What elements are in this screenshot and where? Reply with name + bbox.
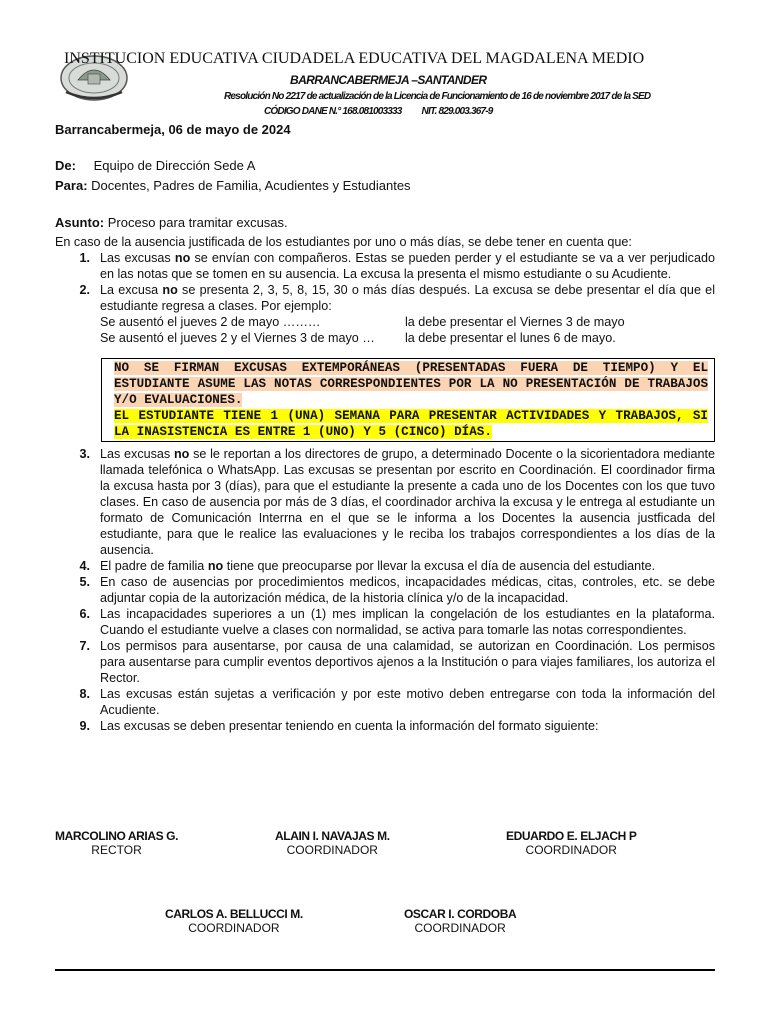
notice-one-week: EL ESTUDIANTE TIENE 1 (UNA) SEMANA PARA PRESENTAR ACTIVIDADES Y TRABAJOS, SI LA INASISTENCIA ES ENTRE 1 (UNO) Y 5 (CINCO) DÍAS. (114, 409, 708, 439)
list-text: Las excusas no se le reportan a los directores de grupo, a determinado Docente o la sicorientadora mediante llamada telefónica o WhatsApp. Las excusas se presentan por escrito en Coordinación. El coordinador firma la excusa hasta por 3 (días), para que el estudiante la presente a cada uno de los Docentes con los que tuvo clases. En caso de ausencia por más de 3 días, el coordinador archiva la excusa y le entrega al estudiante un formato de Comunicación Interrna en el que se le informa a los Docentes la ausencia justficada del estudiante, para que le realice las evaluaciones y le reciba los trabajos correspondientes a los días de la ausencia. (100, 447, 715, 557)
dane-code: CÓDIGO DANE N.° 168.081003333 (264, 106, 402, 117)
list-text: Las excusas no se envían con compañeros. Estas se pueden perder y el estudiante se va a ver perjudicado en las notas que se tomen en su ausencia. La excusa la presenta el mismo estudiante o su Acudiente. (100, 251, 715, 281)
list-number: 9. (79, 719, 90, 733)
list-number: 5. (79, 575, 90, 589)
from-value: Equipo de Dirección Sede A (93, 158, 256, 173)
letter-body (55, 234, 715, 734)
intro-text: En caso de la ausencia justificada de los estudiantes por uno o más días, se debe tener en cuenta que: (55, 235, 632, 249)
rules-list-continued (55, 446, 715, 734)
signature-coordinator-navajas: ALAIN I. NAVAJAS M. COORDINADOR (275, 829, 390, 857)
dane-line (264, 106, 493, 117)
list-text: La excusa no se presenta 2, 3, 5, 8, 15, 30 o más días después. La excusa se debe presentar el día que el estudiante regresa a clases. Por ejemplo: Se ausentó el jueves 2 de mayo ……… la debe presentar el Viernes 3 de mayo Se ausentó el jueves 2 y el Viernes 3 de mayo … la debe presentar el lunes 6 de mayo. (100, 283, 715, 345)
subject-line (55, 215, 288, 230)
list-text: Las excusas están sujetas a verificación y por este motivo deben entregarse con toda la información del Acudiente. (100, 687, 715, 717)
bottom-divider (55, 969, 715, 971)
list-text: Los permisos para ausentarse, por causa de una calamidad, se autorizan en Coordinación. Los permisos para ausentarse para cumplir eventos deportivos ajenos a la Institución o para viajes familiares, los autoriza el Rector. (100, 639, 715, 685)
list-number: 1. (79, 251, 90, 265)
signature-coordinator-eljach: EDUARDO E. ELJACH P COORDINADOR (506, 829, 637, 857)
list-text: Las incapacidades superiores a un (1) mes implican la congelación de los estudiantes en la plataforma. Cuando el estudiante vuelve a clases con normalidad, se activa para tomarle las notas correspondientes. (100, 607, 715, 637)
list-item (55, 718, 715, 734)
list-number: 3. (79, 447, 90, 461)
list-item (55, 558, 715, 574)
list-item (55, 606, 715, 638)
to-value: Docentes, Padres de Familia, Acudientes y Estudiantes (91, 178, 411, 193)
to-line (55, 178, 411, 193)
list-number: 6. (79, 607, 90, 621)
list-number: 4. (79, 559, 90, 573)
notice-box (101, 358, 715, 442)
resolution-line: Resolución No 2217 de actualización de la Licencia de Funcionamiento de 16 de noviembre 2017 de la SED (224, 91, 651, 102)
list-text: El padre de familia no tiene que preocuparse por llevar la excusa el día de ausencia del estudiante. (100, 559, 656, 573)
example-row: Se ausentó el jueves 2 y el Viernes 3 de mayo … la debe presentar el lunes 6 de mayo. (100, 331, 616, 345)
list-number: 2. (79, 283, 90, 297)
to-label: Para: (55, 178, 88, 193)
rules-list (55, 250, 715, 346)
signature-coordinator-bellucci: CARLOS A. BELLUCCI M. COORDINADOR (165, 907, 303, 935)
list-item (55, 250, 715, 282)
from-label: De: (55, 158, 76, 173)
subject-value: Proceso para tramitar excusas. (107, 215, 288, 230)
from-line (55, 158, 255, 173)
signature-rector: MARCOLINO ARIAS G. RECTOR (55, 829, 179, 857)
list-text: Las excusas se deben presentar teniendo en cuenta la información del formato siguiente: (100, 719, 599, 733)
list-item (55, 282, 715, 346)
list-item (55, 686, 715, 718)
signature-coordinator-cordoba: OSCAR I. CORDOBA COORDINADOR (404, 907, 517, 935)
list-item (55, 446, 715, 558)
list-item (55, 574, 715, 606)
institution-city: BARRANCABERMEJA –SANTANDER (290, 73, 487, 87)
list-number: 7. (79, 639, 90, 653)
institution-name: INSTITUCION EDUCATIVA CIUDADELA EDUCATIVA DEL MAGDALENA MEDIO (64, 50, 645, 67)
subject-label: Asunto: (55, 215, 105, 230)
example-row: Se ausentó el jueves 2 de mayo ……… la debe presentar el Viernes 3 de mayo (100, 315, 625, 329)
notice-extemporaneous: NO SE FIRMAN EXCUSAS EXTEMPORÁNEAS (PRESENTADAS FUERA DE TIEMPO) Y EL ESTUDIANTE ASUME LAS NOTAS CORRESPONDIENTES POR LA NO PRESENTACIÓN DE TRABAJOS Y/O EVALUACIONES. (114, 361, 708, 407)
list-number: 8. (79, 687, 90, 701)
nit-code: NIT. 829.003.367-9 (421, 106, 493, 117)
list-text: En caso de ausencias por procedimientos medicos, incapacidades médicas, citas, controles, etc. se debe adjuntar copia de la autorización médica, de la historia clínica y/o de la incapacidad. (100, 575, 715, 605)
letter-date: Barrancabermeja, 06 de mayo de 2024 (55, 122, 291, 137)
list-item (55, 638, 715, 686)
